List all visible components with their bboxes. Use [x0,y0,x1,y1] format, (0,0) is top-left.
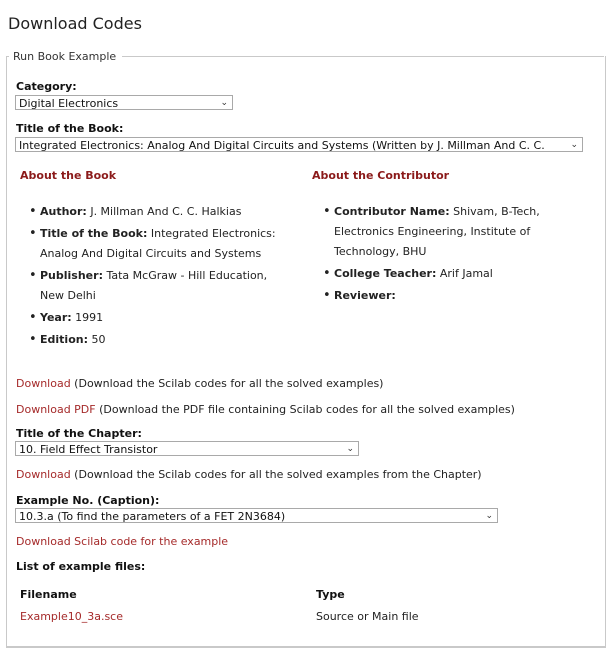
about-book-heading: About the Book [20,169,117,182]
download-chapter-line [16,468,482,481]
example-label: Example No. (Caption): [16,494,160,507]
page-title: Download Codes [8,14,142,33]
download-all-line [16,377,383,390]
fieldset-top-right [122,56,604,57]
download-pdf-desc: (Download the PDF file containing Scilab codes for all the solved examples) [95,403,515,416]
book-publisher-item: • Publisher: Tata McGraw - Hill Education, New Delhi [26,266,288,306]
type-column-header: Type [316,588,345,601]
book-edition-item: • Edition: 50 [26,330,288,350]
download-all-link[interactable]: Download [16,377,71,390]
file-type-cell: Source or Main file [316,610,419,623]
filename-column-header: Filename [20,588,77,601]
book-year-item: • Year: 1991 [26,308,288,328]
category-select-value: Digital Electronics [19,97,119,110]
file-link[interactable]: Example10_3a.sce [20,610,124,623]
download-pdf-link[interactable]: Download PDF [16,403,96,416]
book-author-item: • Author: J. Millman And C. C. Halkias [26,202,288,222]
chevron-down-icon: ⌄ [346,444,354,454]
about-book-list [26,202,288,350]
download-chapter-link[interactable]: Download [16,468,71,481]
book-title-label: Title of the Book: [16,122,124,135]
chevron-down-icon: ⌄ [220,98,228,108]
download-example-link[interactable]: Download Scilab code for the example [16,535,229,548]
download-example-line [16,535,228,548]
table-row [20,610,123,623]
contributor-name-item: • Contributor Name: Shivam, B-Tech, Electronics Engineering, Institute of Technology, BHU [320,202,560,262]
chevron-down-icon: ⌄ [485,511,493,521]
book-select-value: Integrated Electronics: Analog And Digital Circuits and Systems (Written by J. Millman And C. C. [19,139,545,152]
category-select[interactable] [15,95,233,110]
fieldset-legend: Run Book Example [13,50,117,63]
chapter-label: Title of the Chapter: [16,427,142,440]
example-select[interactable] [15,508,498,523]
fieldset-top-left [6,56,9,57]
college-teacher-item: • College Teacher: Arif Jamal [320,264,560,284]
book-title-item: • Title of the Book: Integrated Electronics: Analog And Digital Circuits and Systems [26,224,288,264]
download-pdf-line [16,403,515,416]
chapter-select[interactable] [15,441,359,456]
download-all-desc: (Download the Scilab codes for all the solved examples) [70,377,384,390]
download-chapter-desc: (Download the Scilab codes for all the solved examples from the Chapter) [70,468,482,481]
reviewer-item: • Reviewer: [320,286,560,306]
example-select-value: 10.3.a (To find the parameters of a FET 2N3684) [19,510,286,523]
chevron-down-icon: ⌄ [568,138,578,152]
book-select[interactable] [15,137,583,152]
about-contributor-list [320,202,560,306]
category-label: Category: [16,80,77,93]
chapter-select-value: 10. Field Effect Transistor [19,443,158,456]
about-contributor-heading: About the Contributor [312,169,450,182]
file-list-heading: List of example files: [16,560,146,573]
